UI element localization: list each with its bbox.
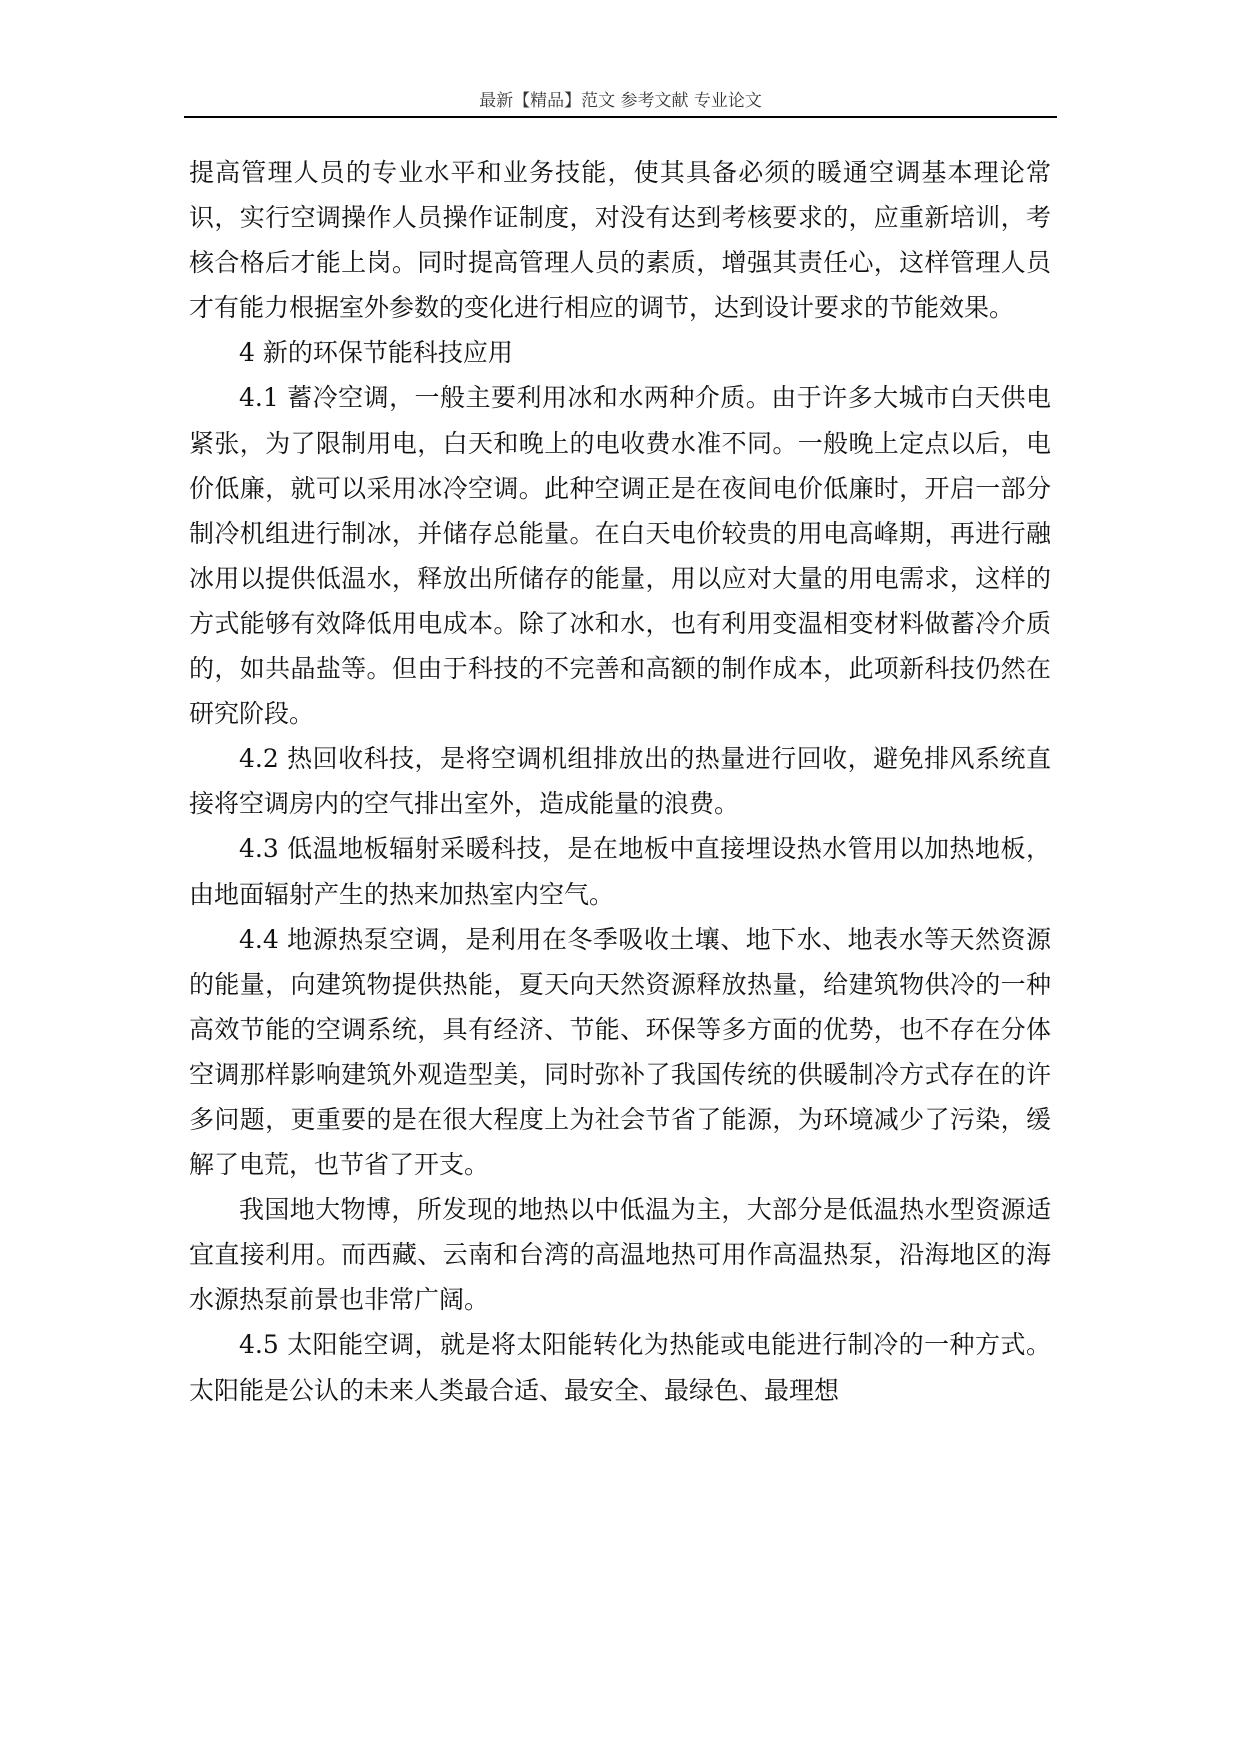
page-header: 最新【精品】范文 参考文献 专业论文 — [479, 91, 762, 111]
paragraph-management-training: 提高管理人员的专业水平和业务技能，使其具备必须的暖通空调基本理论常识，实行空调操作人员操作证制度，对没有达到考核要求的，应重新培训，考核合格后才能上岗。同时提高管理人员的素质，增强其责任心，这样管理人员才有能力根据室外参数的变化进行相应的调节，达到设计要求的节能效果。 — [189, 158, 1051, 323]
paragraph-4-2-heat-recovery: 4.2 热回收科技，是将空调机组排放出的热量进行回收，避免排风系统直接将空调房内的空气排出室外，造成能量的浪费。 — [189, 744, 1051, 819]
header-divider — [184, 116, 1057, 118]
paragraph-4-3-floor-heating: 4.3 低温地板辐射采暖科技，是在地板中直接埋设热水管用以加热地板，由地面辐射产生的热来加热室内空气。 — [189, 834, 1051, 909]
paragraph-4-4-ground-source: 4.4 地源热泵空调，是利用在冬季吸收土壤、地下水、地表水等天然资源的能量，向建筑物提供热能，夏天向天然资源释放热量，给建筑物供冷的一种高效节能的空调系统，具有经济、节能、环保等多方面的优势，也不存在分体空调那样影响建筑外观造型美，同时弥补了我国传统的供暖制冷方式存在的许多问题，更重要的是在很大程度上为社会节省了能源，为环境减少了污染，缓解了电荒，也节省了开支。 — [189, 924, 1051, 1180]
paragraph-4-5-solar: 4.5 太阳能空调，就是将太阳能转化为热能或电能进行制冷的一种方式。太阳能是公认的未来人类最合适、最安全、最绿色、最理想 — [189, 1330, 1051, 1405]
paragraph-geothermal-resources: 我国地大物博，所发现的地热以中低温为主，大部分是低温热水型资源适宜直接利用。而西藏、云南和台湾的高温地热可用作高温热泵，沿海地区的海水源热泵前景也非常广阔。 — [189, 1195, 1051, 1315]
document-body — [189, 150, 1051, 1413]
paragraph-4-1-cold-storage: 4.1 蓄冷空调，一般主要利用冰和水两种介质。由于许多大城市白天供电紧张，为了限制用电，白天和晚上的电收费水准不同。一般晚上定点以后，电价低廉，就可以采用冰冷空调。此种空调正是在夜间电价低廉时，开启一部分制冷机组进行制冰，并储存总能量。在白天电价较贵的用电高峰期，再进行融冰用以提供低温水，释放出所储存的能量，用以应对大量的用电需求，这样的方式能够有效降低用电成本。除了冰和水，也有利用变温相变材料做蓄冷介质的，如共晶盐等。但由于科技的不完善和高额的制作成本，此项新科技仍然在研究阶段。 — [189, 383, 1051, 729]
section-heading-4: 4 新的环保节能科技应用 — [239, 338, 513, 368]
